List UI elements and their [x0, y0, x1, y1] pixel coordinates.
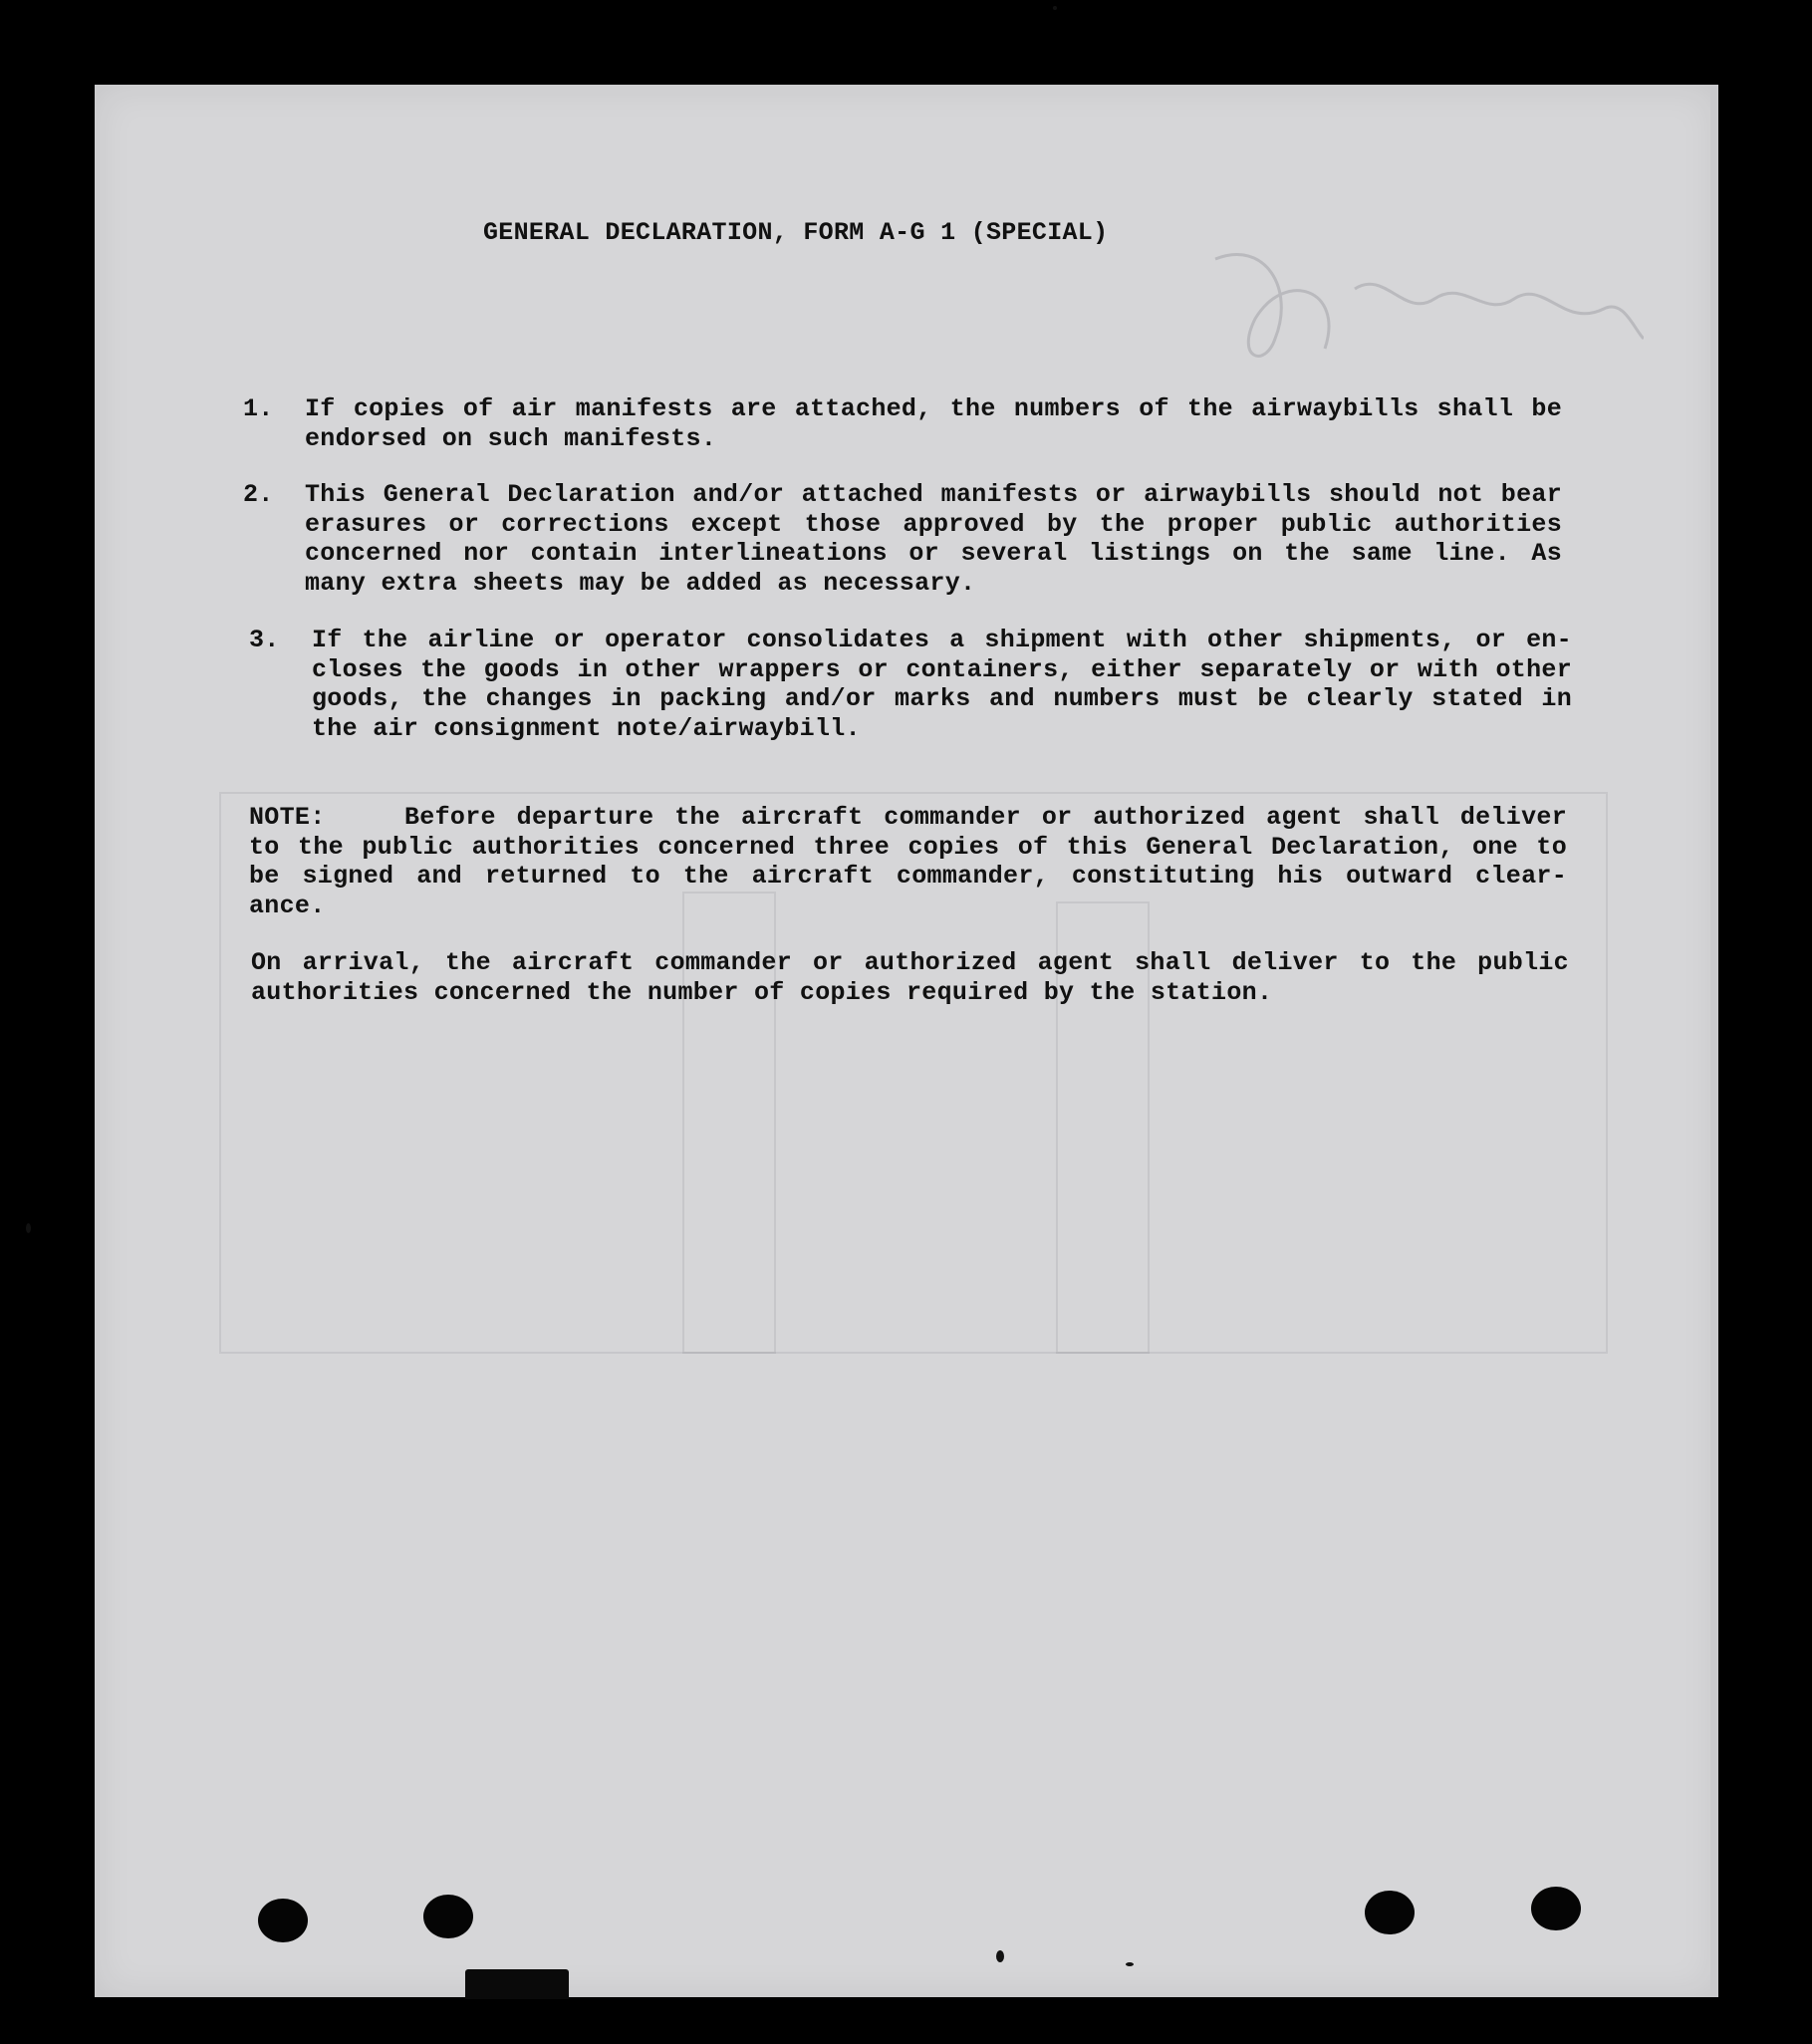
dust-speck [1126, 1962, 1134, 1966]
punch-hole [423, 1895, 473, 1938]
item-number: 2. [243, 480, 274, 509]
dust-speck [1053, 6, 1057, 10]
arrival-line: authorities concerned the number of copies required by the station. [251, 977, 1273, 1007]
item-line: concerned nor contain interlineations or several listings on the same line. As [305, 539, 1562, 568]
note-line: ance. [249, 891, 326, 920]
item-line: closes the goods in other wrappers or containers, either separately or with other [312, 654, 1572, 684]
note-label: NOTE: [249, 803, 326, 832]
item-line: the air consignment note/airwaybill. [312, 713, 861, 743]
item-line: erasures or corrections except those approved by the proper public authorities [305, 509, 1562, 539]
dust-speck [26, 1223, 31, 1233]
note-paragraph [249, 803, 1567, 920]
punch-hole [258, 1899, 308, 1942]
punch-hole [1531, 1887, 1581, 1930]
note-line: Before departure the aircraft commander or authorized agent shall deliver [404, 803, 1567, 832]
binding-tab [465, 1969, 569, 1999]
item-line: many extra sheets may be added as necessary. [305, 568, 976, 598]
item-line: If copies of air manifests are attached, the numbers of the airwaybills shall be [305, 394, 1562, 423]
item-line: goods, the changes in packing and/or marks and numbers must be clearly stated in [312, 684, 1572, 713]
page-title: GENERAL DECLARATION, FORM A-G 1 (SPECIAL) [483, 218, 1109, 247]
item-line: endorsed on such manifests. [305, 423, 717, 453]
item-line: If the airline or operator consolidates a shipment with other shipments, or en- [312, 626, 1572, 654]
item-number: 1. [243, 394, 274, 423]
item-number: 3. [249, 626, 280, 654]
paper-edge [1710, 85, 1718, 1997]
dust-speck [996, 1950, 1004, 1962]
signature-bleed-mark [1205, 229, 1644, 379]
arrival-paragraph [251, 948, 1569, 1007]
arrival-line: On arrival, the aircraft commander or authorized agent shall deliver to the public [251, 948, 1569, 977]
item-line: This General Declaration and/or attached manifests or airwaybills should not bear [305, 480, 1562, 509]
note-line: be signed and returned to the aircraft commander, constituting his outward clear- [249, 862, 1567, 891]
note-line: to the public authorities concerned three copies of this General Declaration, one to [249, 832, 1567, 862]
punch-hole [1365, 1891, 1415, 1934]
